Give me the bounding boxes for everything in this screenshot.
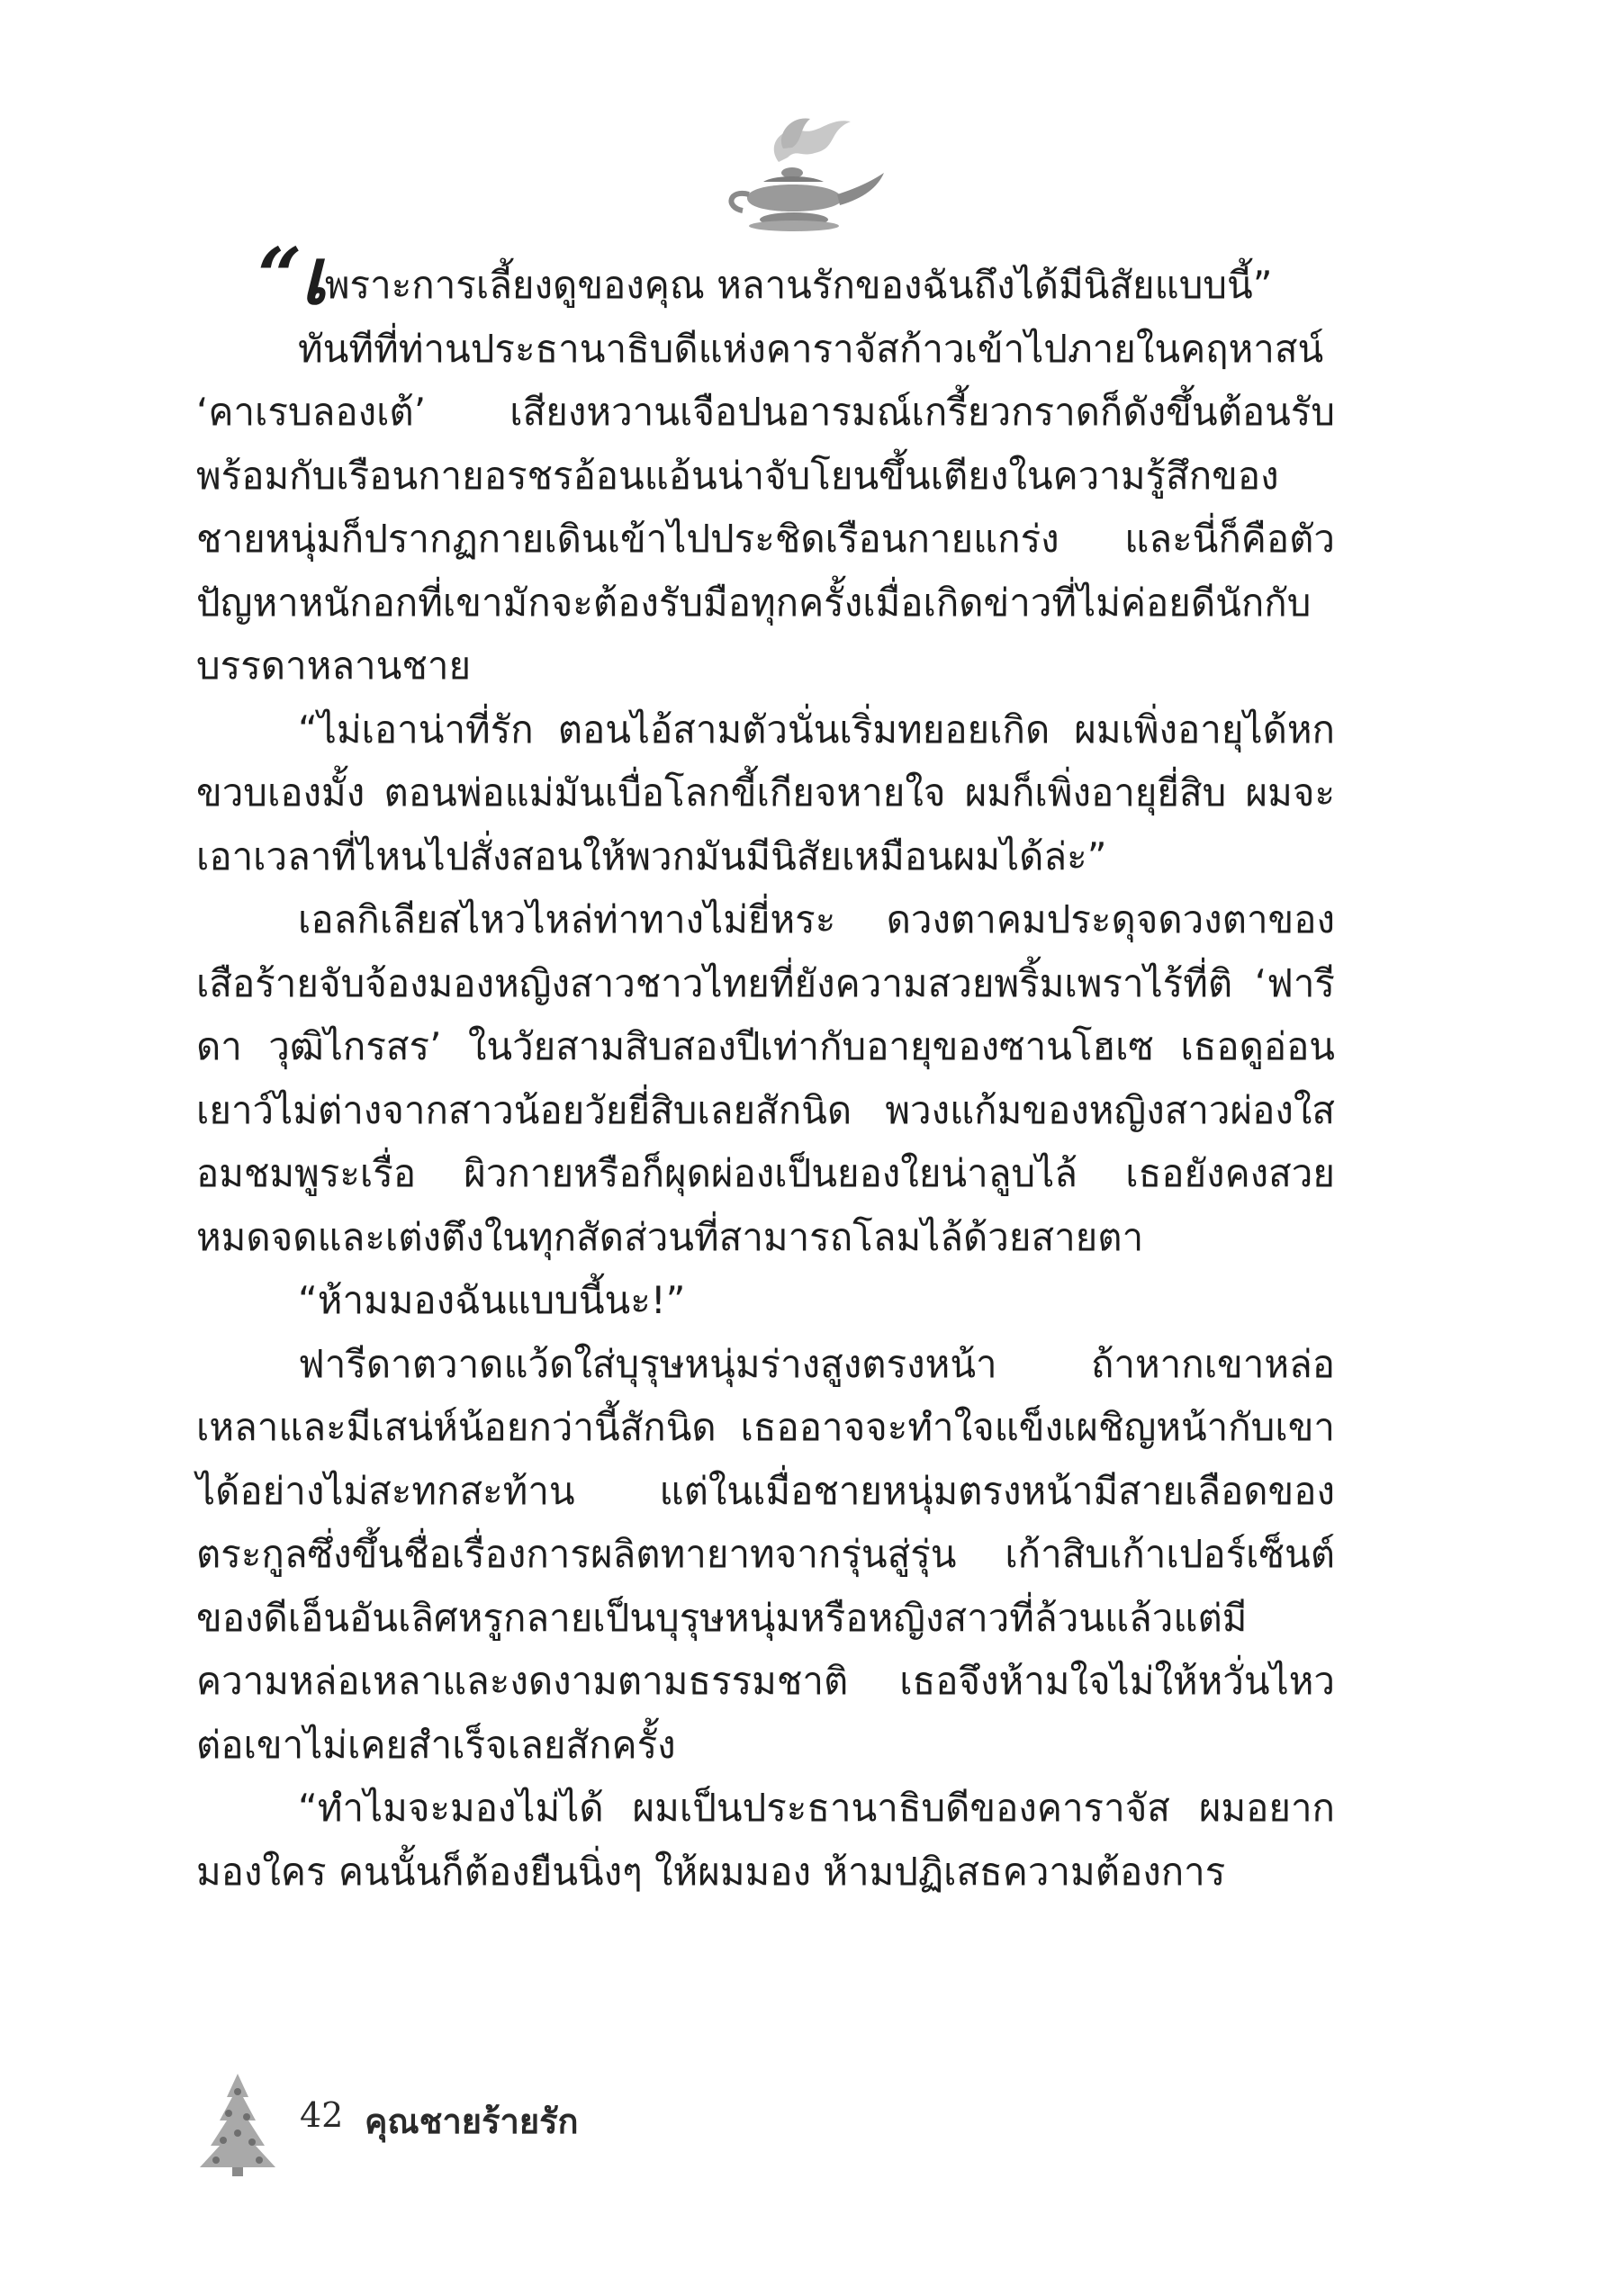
paragraph-1 bbox=[196, 231, 1335, 322]
paragraph-3: “ไม่เอาน่าที่รัก ตอนไอ้สามตัวนั่นเริ่มทยอยเกิด ผมเพิ่งอายุได้หกขวบเองมั้ง ตอนพ่อแม่มันเบื่อโลกขี้เกียจหายใจ ผมก็เพิ่งอายุยี่สิบ ผมจะเอาเวลาที่ไหนไปสั่งสอนให้พวกมันมีนิสัยเหมือนผมได้ล่ะ” bbox=[196, 707, 1335, 878]
paragraph-2: ทันทีที่ท่านประธานาธิบดีแห่งคาราจัสก้าวเข้าไปภายในคฤหาสน์ ‘คาเรบลองเต้’ เสียงหวานเจือปนอารมณ์เกรี้ยวกราดก็ดังขึ้นต้อนรับ พร้อมกับเรือนกายอรชรอ้อนแอ้นน่าจับโยนขึ้นเตียงในความรู้สึกของชายหนุ่มก็ปรากฏกายเดินเข้าไปประชิดเรือนกายแกร่ง และนี่ก็คือตัวปัญหาหนักอกที่เขามักจะต้องรับมือทุกครั้งเมื่อเกิดข่าวที่ไม่ค่อยดีนักกับบรรดาหลานชาย bbox=[196, 326, 1335, 688]
paragraph-6: ฟารีดาตวาดแว้ดใส่บุรุษหนุ่มร่างสูงตรงหน้า ถ้าหากเขาหล่อเหลาและมีเสน่ห์น้อยกว่านี้สักนิด เธออาจจะทำใจแข็งเผชิญหน้ากับเขาได้อย่างไม่สะทกสะท้าน แต่ในเมื่อชายหนุ่มตรงหน้ามีสายเลือดของตระกูลซึ่งขึ้นชื่อเรื่องการผลิตทายาทจากรุ่นสู่รุ่น เก้าสิบเก้าเปอร์เซ็นต์ของดีเอ็นอันเลิศหรูกลายเป็นบุรุษหนุ่มหรือหญิงสาวที่ล้วนแล้วแต่มีความหล่อเหลาและงดงามตามธรรมชาติ เธอจึงห้ามใจไม่ให้หวั่นไหวต่อเขาไม่เคยสำเร็จเลยสักครั้ง bbox=[196, 1341, 1335, 1767]
body-text bbox=[196, 231, 1335, 1904]
paragraph-5: “ห้ามมองฉันแบบนี้นะ!” bbox=[298, 1278, 686, 1322]
drop-cap: “เ bbox=[257, 231, 325, 322]
paragraph-text: พราะการเลี้ยงดูของคุณ หลานรักของฉันถึงได้มีนิสัยแบบนี้” bbox=[324, 263, 1273, 307]
paragraph-4: เอลกิเลียสไหวไหล่ท่าทางไม่ยี่หระ ดวงตาคมประดุจดวงตาของเสือร้ายจับจ้องมองหญิงสาวชาวไทยที่ยังความสวยพริ้มเพราไร้ที่ติ ‘ฟารีดา วุฒิไกรสร’ ในวัยสามสิบสองปีเท่ากับอายุของซานโฮเซ เธอดูอ่อนเยาว์ไม่ต่างจากสาวน้อยวัยยี่สิบเลยสักนิด พวงแก้มของหญิงสาวผ่องใสอมชมพูระเรื่อ ผิวกายหรือก็ผุดผ่องเป็นยองใยน่าลูบไล้ เธอยังคงสวยหมดจดและเต่งตึงในทุกสัดส่วนที่สามารถโลมไล้ด้วยสายตา bbox=[196, 897, 1335, 1259]
ornamental-tree-icon bbox=[196, 2070, 279, 2178]
page-number: 42 bbox=[300, 2095, 344, 2135]
magic-lamp-icon bbox=[693, 108, 891, 243]
page-footer bbox=[0, 2052, 1605, 2178]
book-title: คุณชายร้ายรัก bbox=[365, 2102, 579, 2141]
paragraph-7: “ทำไมจะมองไม่ได้ ผมเป็นประธานาธิบดีของคาราจัส ผมอยากมองใคร คนนั้นก็ต้องยืนนิ่งๆ ให้ผมมอง ห้ามปฏิเสธความต้องการ bbox=[196, 1786, 1335, 1894]
